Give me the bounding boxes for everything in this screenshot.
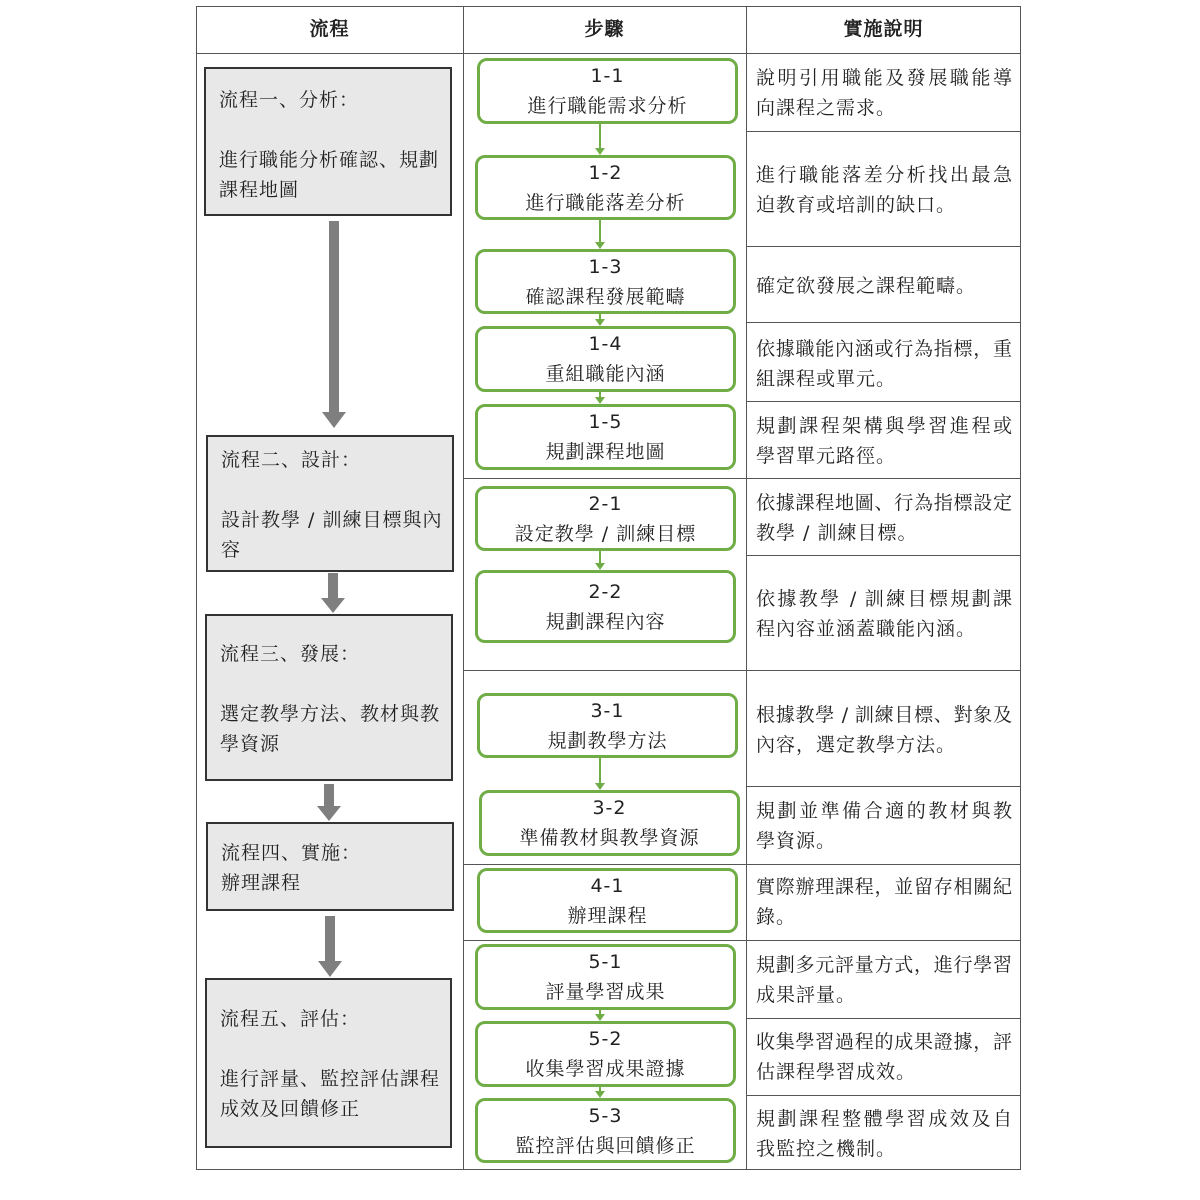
step-number: 1-3 [588, 255, 623, 278]
step-description [756, 950, 1014, 1010]
step-label: 進行職能落差分析 [525, 191, 686, 214]
description-line: 依據課程地圖、行為指標設定 [756, 492, 1012, 514]
step-box-3-1 [477, 693, 738, 758]
step-description [756, 411, 1014, 471]
description-line: 依據職能內涵或行為指標，重 [756, 338, 1012, 360]
step-description [756, 584, 1014, 644]
description-line: 進行職能落差分析找出最急 [756, 164, 1012, 186]
step-box-3-2 [479, 790, 740, 856]
description-line: 教學 / 訓練目標。 [756, 522, 918, 544]
phase-description: 設計教學 / 訓練目標與內 [221, 509, 443, 531]
step-number: 2-2 [588, 580, 623, 603]
description-line: 程內容並涵蓋職能內涵。 [756, 618, 977, 640]
step-box-1-3 [475, 249, 736, 314]
step-description [756, 700, 1014, 760]
spacer [219, 115, 450, 145]
step-label: 準備教材與教學資源 [519, 827, 700, 849]
step-number: 1-1 [590, 65, 625, 87]
step-down-arrow-icon [595, 1010, 605, 1021]
step-description [756, 1104, 1014, 1164]
header-steps: 步驟 [584, 18, 625, 40]
step-number: 2-1 [588, 492, 623, 515]
step-description [756, 796, 1014, 856]
phase-title: 流程三、發展： [220, 643, 361, 665]
step-number: 1-2 [588, 161, 623, 184]
phase-title: 流程一、分析： [219, 89, 360, 111]
step-label: 確認課程發展範疇 [525, 285, 686, 308]
header-description: 實施說明 [843, 18, 924, 40]
step-label: 重組職能內涵 [545, 363, 666, 385]
phase-box-implementation [206, 822, 454, 911]
step-label: 監控評估與回饋修正 [515, 1134, 696, 1157]
phase-title: 流程五、評估： [220, 1008, 361, 1030]
description-line: 組課程或單元。 [756, 368, 897, 390]
description-line: 學習單元路徑。 [756, 445, 897, 467]
header-process: 流程 [309, 18, 350, 40]
step-number: 3-1 [590, 699, 625, 722]
description-line: 錄。 [756, 906, 797, 928]
step-box-4-1 [477, 868, 738, 933]
step-number: 5-1 [588, 951, 623, 973]
step-number: 1-4 [588, 333, 623, 355]
phase-down-arrow-icon [317, 784, 341, 821]
phase-box-design [206, 435, 454, 572]
phase-down-arrow-icon [318, 916, 342, 977]
step-label: 收集學習成果證據 [525, 1058, 686, 1080]
step-number: 5-2 [588, 1028, 623, 1050]
step-label: 規劃課程地圖 [545, 441, 666, 463]
step-label: 規劃課程內容 [545, 610, 666, 633]
step-box-1-5 [475, 404, 736, 470]
phase-description: 選定教學方法、教材與教 [220, 703, 441, 725]
step-box-1-2 [475, 155, 736, 220]
step-down-arrow-icon [595, 551, 605, 570]
phase-description: 進行職能分析確認、規劃 [219, 149, 440, 171]
step-description [756, 160, 1014, 220]
description-line: 成果評量。 [756, 984, 857, 1006]
step-down-arrow-icon [595, 314, 605, 326]
description-line: 學資源。 [756, 830, 837, 852]
phase-down-arrow-icon [321, 573, 345, 613]
step-box-5-2 [475, 1021, 736, 1087]
description-line: 估課程學習成效。 [756, 1061, 917, 1083]
description-line: 確定欲發展之課程範疇。 [756, 275, 977, 297]
step-description [756, 271, 1014, 301]
description-line: 依據教學 / 訓練目標規劃課 [756, 588, 1012, 610]
step-description [756, 1027, 1014, 1087]
step-label: 進行職能需求分析 [527, 95, 688, 117]
step-label: 評量學習成果 [545, 981, 666, 1003]
step-down-arrow-icon [595, 758, 605, 790]
description-line: 規劃多元評量方式，進行學習 [756, 954, 1012, 976]
phase-box-evaluation [205, 978, 452, 1148]
description-line: 說明引用職能及發展職能導 [756, 67, 1012, 89]
phase-description: 辦理課程 [221, 872, 302, 894]
description-line: 我監控之機制。 [756, 1138, 897, 1160]
description-line: 實際辦理課程，並留存相關紀 [756, 876, 1012, 898]
description-line: 規劃並準備合適的教材與教 [756, 800, 1012, 822]
step-label: 設定教學 / 訓練目標 [514, 522, 697, 545]
phase-title: 流程四、實施： [221, 842, 362, 864]
step-box-2-1 [475, 486, 736, 551]
step-box-1-4 [475, 326, 736, 392]
phase-description: 進行評量、監控評估課程 [220, 1068, 441, 1090]
step-description [756, 872, 1014, 932]
step-down-arrow-icon [595, 392, 605, 404]
step-box-2-2 [475, 570, 736, 643]
step-description [756, 63, 1014, 123]
phase-description: 學資源 [220, 733, 281, 755]
step-label: 辦理課程 [567, 904, 648, 927]
step-box-5-3 [475, 1098, 736, 1163]
phase-description: 成效及回饋修正 [220, 1098, 361, 1120]
step-description [756, 334, 1014, 394]
phase-down-arrow-icon [322, 221, 346, 428]
spacer [220, 1034, 450, 1064]
step-down-arrow-icon [595, 220, 605, 249]
phase-title: 流程二、設計： [221, 449, 362, 471]
description-line: 內容，選定教學方法。 [756, 734, 957, 756]
phase-box-development [205, 614, 453, 781]
description-line: 根據教學 / 訓練目標、對象及 [756, 704, 1012, 726]
step-number: 1-5 [588, 411, 623, 433]
phase-description: 課程地圖 [219, 179, 300, 201]
description-line: 向課程之需求。 [756, 97, 897, 119]
step-label: 規劃教學方法 [547, 729, 668, 752]
phase-box-analysis [204, 67, 452, 216]
phase-description: 容 [221, 539, 242, 561]
description-line: 規劃課程架構與學習進程或 [756, 415, 1012, 437]
step-number: 5-3 [588, 1104, 623, 1127]
description-line: 迫教育或培訓的缺口。 [756, 194, 957, 216]
step-box-5-1 [475, 944, 736, 1010]
step-box-1-1 [477, 58, 738, 124]
step-down-arrow-icon [595, 124, 605, 155]
step-description [756, 488, 1014, 548]
spacer [221, 475, 452, 505]
description-line: 規劃課程整體學習成效及自 [756, 1108, 1012, 1130]
step-number: 3-2 [592, 797, 627, 819]
step-down-arrow-icon [595, 1087, 605, 1098]
description-line: 收集學習過程的成果證據，評 [756, 1031, 1012, 1053]
step-number: 4-1 [590, 874, 625, 897]
spacer [220, 669, 451, 699]
